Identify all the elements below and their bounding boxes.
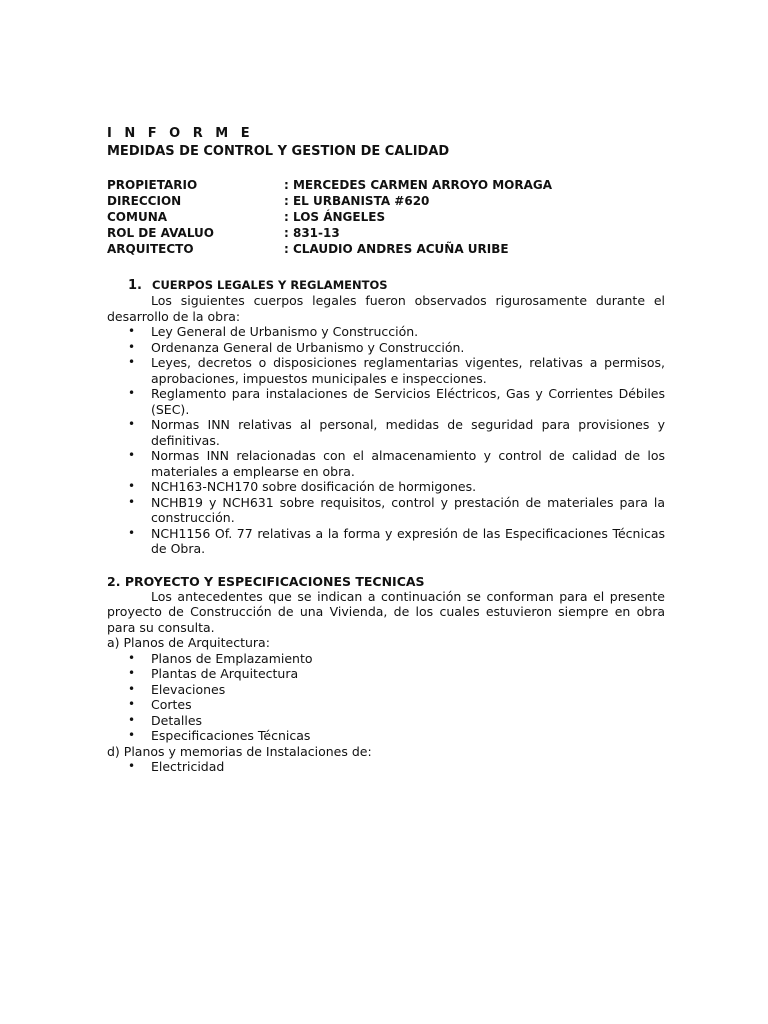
info-row-rol-avaluo bbox=[107, 225, 665, 241]
list-item bbox=[107, 697, 665, 713]
list-item bbox=[107, 479, 665, 495]
info-row-comuna bbox=[107, 209, 665, 225]
section-intro: Los antecedentes que se indican a continuación se conforman para el presente proyecto de Construcción de una Vivienda, de los cuales estuvieron siempre en obra para su consulta. bbox=[107, 588, 665, 635]
bullet-icon: • bbox=[128, 324, 136, 338]
bullet-icon: • bbox=[128, 525, 136, 540]
group-d-label: d) Planos y memorias de Instalaciones de: bbox=[107, 743, 372, 759]
list-item-text: Detalles bbox=[151, 712, 203, 728]
section-heading bbox=[107, 278, 665, 293]
info-value: : MERCEDES CARMEN ARROYO MORAGA bbox=[284, 178, 553, 192]
bullet-icon: • bbox=[128, 650, 136, 665]
bullet-icon: • bbox=[128, 494, 136, 509]
info-row-direccion bbox=[107, 193, 665, 209]
section-number: 2. bbox=[107, 573, 121, 589]
list-item bbox=[107, 682, 665, 698]
bullet-icon: • bbox=[128, 448, 136, 462]
bullet-icon: • bbox=[128, 479, 136, 493]
list-item-text: Normas INN relacionadas con el almacenamiento y control de calidad de los materiales a emplearse en obra. bbox=[151, 448, 665, 479]
info-value: : LOS ÁNGELES bbox=[284, 210, 386, 224]
list-item bbox=[107, 728, 665, 744]
report-title: I N F O R M E bbox=[107, 126, 254, 141]
list-item bbox=[107, 713, 665, 729]
list-item-text: Cortes bbox=[151, 697, 192, 712]
bullet-list bbox=[107, 324, 665, 557]
list-item-text: NCH1156 Of. 77 relativas a la forma y expresión de las Especificaciones Técnicas de Obra. bbox=[151, 525, 665, 556]
info-label: COMUNA bbox=[107, 210, 168, 224]
bullet-icon: • bbox=[128, 355, 136, 369]
list-item-text: Normas INN relativas al personal, medidas de seguridad para provisiones y definitivas. bbox=[151, 417, 665, 448]
bullet-icon: • bbox=[128, 728, 136, 742]
bullet-list-arquitectura bbox=[107, 651, 665, 744]
list-item bbox=[107, 340, 665, 356]
bullet-icon: • bbox=[128, 339, 136, 354]
list-item-text: Reglamento para instalaciones de Servicios Eléctricos, Gas y Corrientes Débiles (SEC). bbox=[151, 386, 665, 417]
info-row-propietario bbox=[107, 177, 665, 193]
list-item-text: Electricidad bbox=[151, 759, 225, 774]
list-item bbox=[107, 495, 665, 526]
bullet-icon: • bbox=[128, 666, 136, 680]
info-label: ROL DE AVALUO bbox=[107, 226, 214, 240]
list-item bbox=[107, 324, 665, 340]
info-label: PROPIETARIO bbox=[107, 178, 198, 192]
info-value: : 831-13 bbox=[284, 226, 340, 240]
bullet-icon: • bbox=[128, 386, 136, 400]
report-subtitle: MEDIDAS DE CONTROL Y GESTION DE CALIDAD bbox=[107, 144, 450, 159]
bullet-icon: • bbox=[128, 712, 136, 727]
list-item-text: NCH163-NCH170 sobre dosificación de hormigones. bbox=[151, 479, 477, 494]
list-item-text: Leyes, decretos o disposiciones reglamentarias vigentes, relativas a permisos, aprobaciones, impuestos municipales e inspecciones. bbox=[151, 355, 665, 386]
section-title: CUERPOS LEGALES Y REGLAMENTOS bbox=[152, 278, 388, 292]
list-item bbox=[107, 526, 665, 557]
list-item bbox=[107, 759, 665, 775]
list-item-text: Elevaciones bbox=[151, 681, 226, 697]
list-item bbox=[107, 651, 665, 667]
info-value: : CLAUDIO ANDRES ACUÑA URIBE bbox=[284, 242, 509, 256]
section-proyecto bbox=[107, 574, 665, 775]
list-item bbox=[107, 386, 665, 417]
section-title: PROYECTO Y ESPECIFICACIONES TECNICAS bbox=[124, 573, 425, 589]
list-item-text: Planos de Emplazamiento bbox=[151, 650, 313, 666]
bullet-icon: • bbox=[128, 697, 136, 711]
group-a-label: a) Planos de Arquitectura: bbox=[107, 635, 270, 650]
list-item-text: Ley General de Urbanismo y Construcción. bbox=[151, 324, 419, 339]
bullet-icon: • bbox=[128, 417, 136, 431]
list-item-text: NCHB19 y NCH631 sobre requisitos, control y prestación de materiales para la construcción. bbox=[151, 494, 665, 525]
info-label: ARQUITECTO bbox=[107, 242, 194, 256]
bullet-icon: • bbox=[128, 681, 136, 696]
list-item bbox=[107, 448, 665, 479]
info-row-arquitecto bbox=[107, 241, 665, 257]
list-item-text: Especificaciones Técnicas bbox=[151, 728, 311, 743]
list-item bbox=[107, 666, 665, 682]
property-info-table bbox=[107, 177, 665, 257]
info-label: DIRECCION bbox=[107, 194, 182, 208]
section-cuerpos-legales bbox=[107, 278, 665, 557]
list-item bbox=[107, 355, 665, 386]
list-item-text: Plantas de Arquitectura bbox=[151, 666, 299, 681]
list-item-text: Ordenanza General de Urbanismo y Construcción. bbox=[151, 339, 465, 355]
report-body bbox=[107, 126, 665, 775]
section-heading bbox=[107, 574, 665, 589]
section-number: 1. bbox=[128, 278, 142, 293]
info-value: : EL URBANISTA #620 bbox=[284, 194, 430, 208]
bullet-icon: • bbox=[128, 759, 136, 773]
list-item bbox=[107, 417, 665, 448]
section-intro: Los siguientes cuerpos legales fueron observados rigurosamente durante el desarrollo de la obra: bbox=[107, 293, 665, 324]
bullet-list-instalaciones bbox=[107, 759, 665, 775]
